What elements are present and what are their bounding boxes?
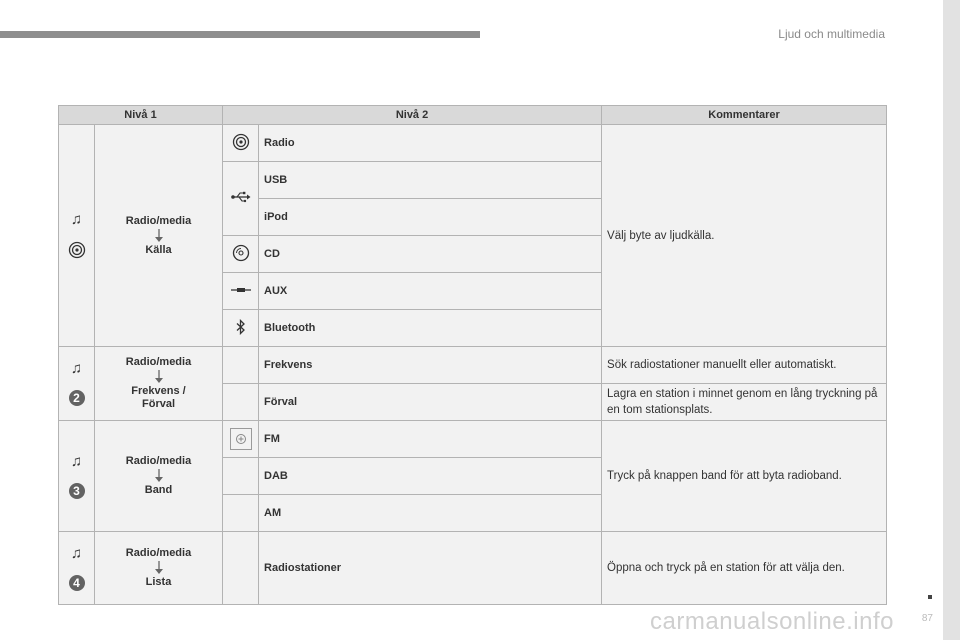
usb-icon (231, 191, 251, 203)
level2-label: iPod (259, 199, 602, 236)
music-note-icon: ♫ (70, 544, 83, 562)
comment-cell: Lagra en station i minnet genom en lång tryckning på en tom stationsplats. (602, 384, 887, 421)
group1-level1 (95, 125, 223, 347)
down-arrow-icon (154, 469, 164, 483)
group3-icons (59, 421, 95, 532)
header-level2: Nivå 2 (223, 106, 602, 125)
level1-bottom: Lista (145, 576, 172, 588)
level2-icon-cell (223, 273, 259, 310)
group2-level1 (95, 347, 223, 421)
watermark: carmanualsonline.info (650, 608, 894, 635)
level2-label: Förval (259, 384, 602, 421)
group3-level1 (95, 421, 223, 532)
radio-source-icon (68, 241, 86, 259)
comment-cell: Tryck på knappen band för att byta radioband. (602, 421, 887, 532)
level1-bottom: Källa (145, 243, 172, 256)
level2-label: DAB (259, 458, 602, 495)
level1-top: Radio/media (125, 455, 192, 467)
level2-label: Radio (259, 125, 602, 162)
top-rule (0, 31, 480, 38)
group4-icons (59, 532, 95, 605)
level2-icon-cell (223, 458, 259, 495)
level2-label: FM (259, 421, 602, 458)
radio-source-icon (232, 133, 250, 151)
music-note-icon: ♫ (70, 211, 83, 228)
level1-top: Radio/media (125, 547, 192, 559)
down-arrow-icon (154, 561, 164, 575)
level1-bottom: Band (144, 484, 173, 496)
level2-icon-cell (223, 532, 259, 605)
step-badge: 2 (69, 390, 85, 406)
section-title: Ljud och multimedia (778, 27, 885, 41)
header-level1: Nivå 1 (59, 106, 223, 125)
page-number: 87 (921, 613, 933, 624)
level2-label: CD (259, 236, 602, 273)
group4-level1 (95, 532, 223, 605)
level1-bottom: Frekvens / Förval (131, 385, 186, 410)
level2-icon-cell (223, 495, 259, 532)
level2-icon-cell (223, 162, 259, 236)
group1-icons (59, 125, 95, 347)
level2-label: USB (259, 162, 602, 199)
level2-label: Radiostationer (259, 532, 602, 605)
header-comments: Kommentarer (602, 106, 887, 125)
fm-plus-icon (230, 428, 252, 450)
menu-table (58, 105, 887, 605)
level2-label: AUX (259, 273, 602, 310)
music-note-icon: ♫ (70, 452, 83, 470)
level1-top: Radio/media (125, 356, 192, 368)
step-badge: 3 (69, 483, 85, 499)
down-arrow-icon (154, 370, 164, 384)
level2-icon-cell (223, 347, 259, 384)
level2-icon-cell (223, 125, 259, 162)
cd-icon (232, 244, 250, 262)
level2-icon-cell (223, 384, 259, 421)
group2-icons (59, 347, 95, 421)
level2-icon-cell (223, 310, 259, 347)
level2-icon-cell (223, 421, 259, 458)
level1-top: Radio/media (125, 214, 192, 227)
bluetooth-icon (236, 319, 246, 335)
level2-label: AM (259, 495, 602, 532)
step-badge: 4 (69, 575, 85, 591)
down-arrow-icon (154, 229, 164, 243)
comment-cell: Sök radiostationer manuellt eller automatiskt. (602, 347, 887, 384)
level2-label: Bluetooth (259, 310, 602, 347)
page-marker (928, 595, 932, 599)
comment-cell: Välj byte av ljudkälla. (602, 125, 887, 347)
page-edge-strip (943, 0, 960, 640)
comment-cell: Öppna och tryck på en station för att välja den. (602, 532, 887, 605)
level2-icon-cell (223, 236, 259, 273)
music-note-icon: ♫ (70, 360, 83, 377)
aux-cable-icon (231, 286, 251, 294)
level2-label: Frekvens (259, 347, 602, 384)
